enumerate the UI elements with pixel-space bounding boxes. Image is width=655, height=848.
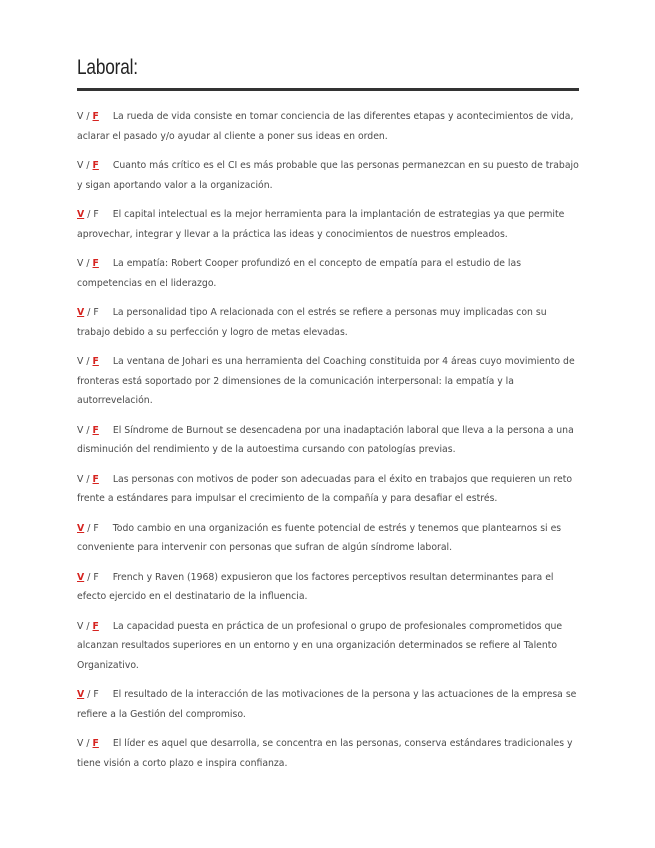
option-separator: / xyxy=(87,522,91,534)
question-item xyxy=(77,352,579,411)
option-separator: / xyxy=(86,424,90,436)
question-text: La capacidad puesta en práctica de un profesional o grupo de profesionales comprometidos que alcanzan resultados superiores en un entorno y en una organización determinados se refiere al Talento Organizativo. xyxy=(77,620,563,671)
option-true[interactable]: V xyxy=(77,356,84,367)
option-separator: / xyxy=(87,571,91,583)
option-false[interactable]: F xyxy=(92,356,99,367)
question-item xyxy=(77,685,579,724)
question-text: La ventana de Johari es una herramienta del Coaching constituida por 4 áreas cuyo movimiento de fronteras está soportado por 2 dimensiones de la comunicación interpersonal: la empatía y la autorrevelación. xyxy=(77,356,575,406)
option-true[interactable]: V xyxy=(77,522,85,534)
option-separator: / xyxy=(86,258,90,269)
option-separator: / xyxy=(86,473,90,485)
question-text: Cuanto más crítico es el CI es más probable que las personas permanezcan en su puesto de trabajo y sigan aportando valor a la organización. xyxy=(77,160,579,191)
question-item xyxy=(77,254,579,293)
option-true[interactable]: V xyxy=(77,258,84,269)
question-text: French y Raven (1968) expusieron que los factores perceptivos resultan determinantes para el efecto ejercido en el destinatario de la influencia. xyxy=(77,571,554,602)
true-false-selector xyxy=(77,111,99,122)
question-text: El líder es aquel que desarrolla, se concentra en las personas, conserva estándares tradicionales y tiene visión a corto plazo e inspira confianza. xyxy=(77,738,573,769)
option-false[interactable]: F xyxy=(92,738,99,749)
question-text: El capital intelectual es la mejor herramienta para la implantación de estrategias ya que permite aprovechar, integrar y llevar a la práctica las ideas y conocimientos de nuestros empleados. xyxy=(77,209,565,240)
true-false-selector xyxy=(77,356,99,367)
question-item xyxy=(77,156,579,195)
option-false[interactable]: F xyxy=(93,689,99,700)
option-false[interactable]: F xyxy=(92,160,99,171)
true-false-selector xyxy=(77,572,99,583)
question-text: La personalidad tipo A relacionada con el estrés se refiere a personas muy implicadas con su trabajo debido a su perfección y logro de metas elevadas. xyxy=(77,307,547,338)
question-item xyxy=(77,617,579,676)
question-item xyxy=(77,519,579,558)
option-separator: / xyxy=(87,307,91,318)
question-item xyxy=(77,205,579,244)
option-separator: / xyxy=(86,620,90,632)
question-text: La rueda de vida consiste en tomar conciencia de las diferentes etapas y acontecimientos de vida, aclarar el pasado y/o ayudar al cliente a poner sus ideas en orden. xyxy=(77,111,574,142)
option-true[interactable]: V xyxy=(77,209,85,220)
document-page xyxy=(77,52,579,783)
option-false[interactable]: F xyxy=(92,620,99,632)
question-item xyxy=(77,568,579,607)
option-true[interactable]: V xyxy=(77,160,84,171)
option-separator: / xyxy=(86,111,90,122)
true-false-selector xyxy=(77,258,99,269)
option-true[interactable]: V xyxy=(77,571,85,583)
title-divider xyxy=(77,88,579,91)
option-separator: / xyxy=(86,738,90,749)
option-true[interactable]: V xyxy=(77,424,84,436)
option-false[interactable]: F xyxy=(93,522,99,534)
option-separator: / xyxy=(86,356,90,367)
option-true[interactable]: V xyxy=(77,473,84,485)
option-false[interactable]: F xyxy=(93,307,99,318)
option-true[interactable]: V xyxy=(77,307,85,318)
option-true[interactable]: V xyxy=(77,111,84,122)
question-text: El Síndrome de Burnout se desencadena por una inadaptación laboral que lleva a la persona a una disminución del rendimiento y de la autoestima cursando con patologías previas. xyxy=(77,424,574,455)
question-item xyxy=(77,421,579,460)
question-text: Todo cambio en una organización es fuente potencial de estrés y tenemos que plantearnos si es conveniente para intervenir con personas que sufran de algún síndrome laboral. xyxy=(77,522,562,553)
true-false-selector xyxy=(77,209,99,220)
option-false[interactable]: F xyxy=(92,424,99,436)
question-text: La empatía: Robert Cooper profundizó en el concepto de empatía para el estudio de las competencias en el liderazgo. xyxy=(77,258,522,289)
option-separator: / xyxy=(86,160,90,171)
question-text: Las personas con motivos de poder son adecuadas para el éxito en trabajos que requieren un reto frente a estándares para impulsar el crecimiento de la compañía y para desafiar el estrés. xyxy=(77,473,573,504)
question-item xyxy=(77,303,579,342)
question-text: El resultado de la interacción de las motivaciones de la persona y las actuaciones de la empresa se refiere a la Gestión del compromiso. xyxy=(77,689,577,720)
question-list xyxy=(77,107,579,773)
true-false-selector xyxy=(77,621,99,632)
page-title: Laboral: xyxy=(77,56,138,79)
question-item xyxy=(77,470,579,509)
option-separator: / xyxy=(87,209,91,220)
option-true[interactable]: V xyxy=(77,689,85,700)
question-item xyxy=(77,734,579,773)
option-false[interactable]: F xyxy=(93,571,99,583)
question-item xyxy=(77,107,579,146)
option-true[interactable]: V xyxy=(77,738,84,749)
true-false-selector xyxy=(77,523,99,534)
option-true[interactable]: V xyxy=(77,620,84,632)
true-false-selector xyxy=(77,474,99,485)
true-false-selector xyxy=(77,425,99,436)
true-false-selector xyxy=(77,738,99,749)
true-false-selector xyxy=(77,160,99,171)
option-false[interactable]: F xyxy=(93,209,99,220)
option-false[interactable]: F xyxy=(92,111,99,122)
option-false[interactable]: F xyxy=(92,473,99,485)
option-separator: / xyxy=(87,689,91,700)
true-false-selector xyxy=(77,689,99,700)
true-false-selector xyxy=(77,307,99,318)
option-false[interactable]: F xyxy=(92,258,99,269)
